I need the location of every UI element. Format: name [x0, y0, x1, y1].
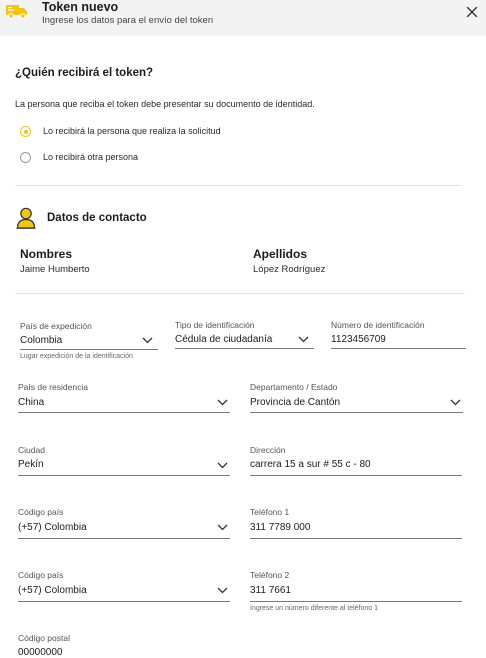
id-number-input[interactable]: 1123456709: [331, 334, 386, 345]
close-icon[interactable]: [466, 6, 478, 18]
phone2-input[interactable]: 311 7661: [250, 585, 291, 596]
country-code1-select[interactable]: (+57) Colombia: [18, 522, 87, 533]
chevron-down-icon[interactable]: [450, 399, 461, 406]
recipient-description: La persona que reciba el token debe presentar su documento de identidad.: [15, 99, 315, 109]
city-underline: [18, 475, 230, 476]
issue-country-underline: [20, 349, 158, 350]
id-type-underline: [175, 348, 314, 349]
postal-code-label: Código postal: [18, 633, 70, 643]
id-type-select[interactable]: Cédula de ciudadanía: [175, 334, 273, 345]
divider: [15, 185, 461, 186]
issue-country-hint: Lugar expedición de la identificación: [20, 353, 133, 360]
address-label: Dirección: [250, 445, 286, 455]
residence-country-underline: [18, 412, 230, 413]
radio-requester-label[interactable]: Lo recibirá la persona que realiza la solicitud: [43, 126, 221, 136]
city-select[interactable]: Pekín: [18, 459, 44, 470]
chevron-down-icon[interactable]: [217, 524, 228, 531]
modal-subtitle: Ingrese los datos para el envío del token: [42, 15, 214, 26]
truck-icon: [6, 3, 28, 19]
person-icon: [16, 207, 36, 229]
contact-section-title: Datos de contacto: [47, 212, 147, 224]
country-code2-label: Código país: [18, 570, 64, 580]
chevron-down-icon[interactable]: [217, 399, 228, 406]
recipient-question: ¿Quién recibirá el token?: [15, 67, 154, 79]
modal-title: Token nuevo: [42, 0, 119, 14]
modal-header: [0, 0, 486, 36]
residence-country-label: País de residencia: [18, 382, 88, 392]
names-label: Nombres: [20, 247, 73, 261]
issue-country-select[interactable]: Colombia: [20, 335, 63, 346]
phone1-input[interactable]: 311 7789 000: [250, 522, 311, 533]
phone1-label: Teléfono 1: [250, 507, 290, 517]
country-code1-label: Código país: [18, 507, 64, 517]
phone2-hint: Ingrese un número diferente al teléfono 1: [250, 605, 379, 612]
city-label: Ciudad: [18, 445, 45, 455]
phone2-underline: [250, 601, 462, 602]
address-underline: [250, 475, 462, 476]
id-number-label: Número de identificación: [331, 320, 425, 330]
chevron-down-icon[interactable]: [298, 336, 309, 343]
phone2-label: Teléfono 2: [250, 570, 290, 580]
chevron-down-icon[interactable]: [217, 462, 228, 469]
surnames-label: Apellidos: [253, 247, 308, 261]
issue-country-label: País de expedición: [20, 321, 92, 331]
divider: [15, 293, 465, 294]
state-label: Departamento / Estado: [250, 382, 338, 392]
chevron-down-icon[interactable]: [142, 337, 153, 344]
state-underline: [250, 412, 463, 413]
country-code1-underline: [18, 538, 230, 539]
id-number-underline: [331, 348, 466, 349]
chevron-down-icon[interactable]: [217, 587, 228, 594]
state-select[interactable]: Provincia de Cantón: [250, 397, 341, 408]
residence-country-select[interactable]: China: [18, 397, 45, 408]
radio-other-person[interactable]: [20, 152, 31, 163]
country-code2-select[interactable]: (+57) Colombia: [18, 585, 87, 596]
country-code2-underline: [18, 601, 230, 602]
radio-requester[interactable]: [20, 126, 31, 137]
radio-other-person-label[interactable]: Lo recibirá otra persona: [43, 152, 139, 162]
phone1-underline: [250, 538, 462, 539]
surnames-value: López Rodríguez: [253, 264, 326, 275]
address-input[interactable]: carrera 15 a sur # 55 c - 80: [250, 459, 371, 470]
id-type-label: Tipo de identificación: [175, 320, 255, 330]
postal-code-input[interactable]: 00000000: [18, 647, 63, 658]
names-value: Jaime Humberto: [20, 264, 90, 275]
